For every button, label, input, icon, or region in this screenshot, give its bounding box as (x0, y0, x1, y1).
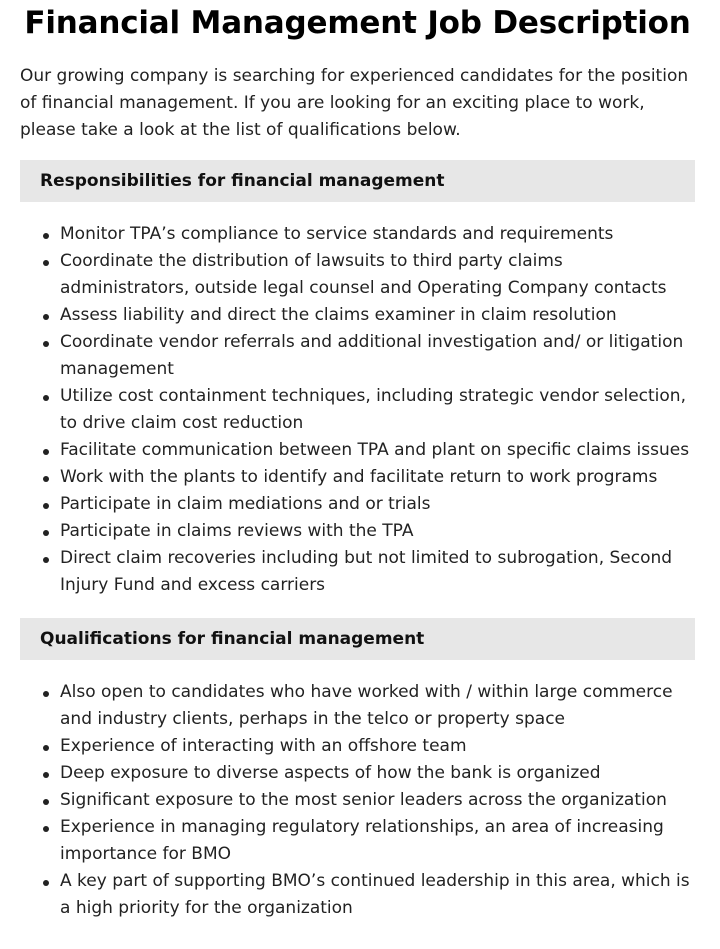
responsibilities-list (20, 221, 695, 599)
qualification-item: Experience in managing regulatory relationships, an area of increasing importance for BMO (60, 814, 695, 868)
responsibility-item: Work with the plants to identify and facilitate return to work programs (60, 464, 695, 491)
responsibility-item: Direct claim recoveries including but not limited to subrogation, Second Injury Fund and excess carriers (60, 545, 695, 599)
responsibility-item: Participate in claim mediations and or trials (60, 491, 695, 518)
qualifications-heading: Qualifications for financial management (20, 618, 695, 660)
responsibility-item: Utilize cost containment techniques, including strategic vendor selection, to drive claim cost reduction (60, 383, 695, 437)
qualifications-list (20, 679, 695, 922)
responsibilities-heading: Responsibilities for financial management (20, 160, 695, 202)
responsibility-item: Assess liability and direct the claims examiner in claim resolution (60, 302, 695, 329)
page-title: Financial Management Job Description (24, 5, 691, 41)
qualification-item: Deep exposure to diverse aspects of how the bank is organized (60, 760, 695, 787)
qualification-item: Experience of interacting with an offshore team (60, 733, 695, 760)
qualification-item: Also open to candidates who have worked with / within large commerce and industry clients, perhaps in the telco or property space (60, 679, 695, 733)
responsibility-item: Facilitate communication between TPA and plant on specific claims issues (60, 437, 695, 464)
intro-paragraph: Our growing company is searching for experienced candidates for the position of financial management. If you are looking for an exciting place to work, please take a look at the list of qualifications below. (20, 66, 689, 140)
responsibility-item: Participate in claims reviews with the TPA (60, 518, 695, 545)
qualification-item: A key part of supporting BMO’s continued leadership in this area, which is a high priority for the organization (60, 868, 695, 922)
responsibility-item: Coordinate the distribution of lawsuits to third party claims administrators, outside legal counsel and Operating Company contacts (60, 248, 695, 302)
responsibility-item: Coordinate vendor referrals and additional investigation and/ or litigation management (60, 329, 695, 383)
responsibility-item: Monitor TPA’s compliance to service standards and requirements (60, 221, 695, 248)
qualification-item: Significant exposure to the most senior leaders across the organization (60, 787, 695, 814)
